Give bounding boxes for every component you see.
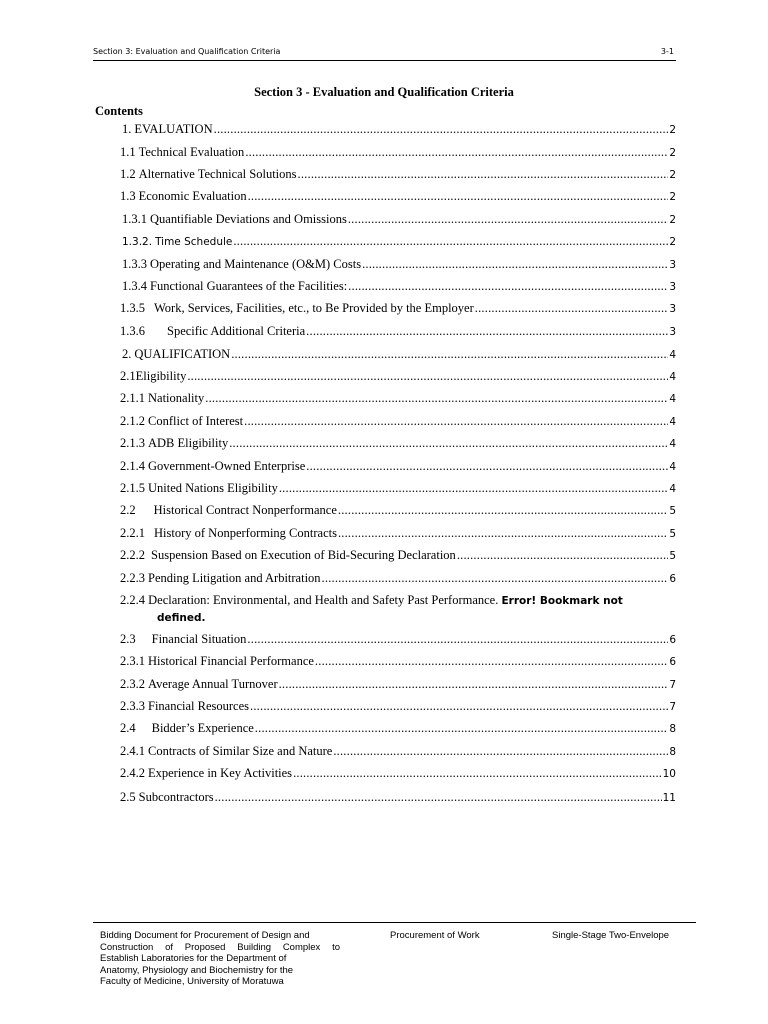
- toc-entry-label: Nationality: [148, 391, 205, 405]
- toc-entry-number: 2.1.5: [120, 481, 145, 495]
- toc-page-number: 4: [669, 438, 676, 450]
- toc-entry[interactable]: [122, 122, 676, 138]
- toc-entry-number: 1.2: [120, 167, 136, 181]
- header-section-label: Section 3: Evaluation and Qualification Criteria: [93, 47, 281, 56]
- toc-entry-label: Historical Financial Performance: [148, 654, 314, 668]
- toc-dot-leader: [255, 721, 669, 736]
- toc-entry[interactable]: [120, 766, 676, 782]
- toc-page-number: 7: [669, 701, 676, 713]
- toc-page-number: 2: [669, 214, 676, 226]
- toc-entry-label: Eligibility: [135, 369, 187, 383]
- toc-page-number: 8: [669, 723, 676, 735]
- toc-entry-number: 2.1.4: [120, 459, 145, 473]
- toc-entry[interactable]: [120, 699, 676, 715]
- toc-entry-number: 1.3.5: [120, 301, 145, 315]
- toc-page-number: 5: [669, 528, 676, 540]
- toc-entry-label: Time Schedule: [155, 236, 233, 248]
- toc-dot-leader: [362, 257, 668, 272]
- footer-doc-line: Faculty of Medicine, University of Moratuwa: [100, 976, 284, 987]
- toc-entry[interactable]: [120, 677, 676, 693]
- toc-entry[interactable]: [120, 548, 676, 564]
- toc-dot-leader: [306, 324, 668, 339]
- toc-entry[interactable]: [122, 212, 676, 228]
- toc-dot-leader: [229, 436, 668, 451]
- toc-entry-label: Alternative Technical Solutions: [138, 167, 297, 181]
- toc-page-number: 2: [669, 147, 676, 159]
- toc-entry-label: ADB Eligibility: [148, 436, 229, 450]
- toc-dot-leader: [457, 548, 669, 563]
- toc-entry-number: 2.1.1: [120, 391, 145, 405]
- toc-dot-leader: [247, 632, 668, 647]
- toc-dot-leader: [333, 744, 668, 759]
- page-title: Section 3 - Evaluation and Qualification Criteria: [254, 85, 514, 99]
- toc-entry-number: 2.2.2: [120, 548, 145, 562]
- footer-procurement-type: Procurement of Work: [390, 930, 480, 941]
- footer-doc-line: Establish Laboratories for the Department of: [100, 953, 287, 964]
- toc-entry-label: Conflict of Interest: [148, 414, 244, 428]
- toc-page-number: 2: [669, 236, 676, 248]
- toc-dot-leader: [245, 145, 668, 160]
- toc-entry-number: 2.4: [120, 721, 136, 735]
- toc-entry[interactable]: [122, 279, 676, 295]
- toc-entry-number: 1.3.2.: [122, 236, 153, 248]
- toc-entry-number: 1.: [122, 122, 132, 136]
- footer-doc-line: Bidding Document for Procurement of Design and: [100, 930, 310, 941]
- toc-entry-label: Contracts of Similar Size and Nature: [148, 744, 333, 758]
- toc-entry-label: Bidder’s Experience: [151, 721, 254, 735]
- toc-entry-label: Average Annual Turnover: [148, 677, 278, 691]
- toc-entry[interactable]: [120, 145, 676, 161]
- toc-entry-number: 2.3.1: [120, 654, 145, 668]
- contents-heading: Contents: [95, 104, 143, 118]
- toc-entry-2-2-4[interactable]: [120, 592, 680, 627]
- toc-entry[interactable]: [120, 654, 676, 670]
- toc-page-number: 5: [669, 505, 676, 517]
- toc-page-number: 4: [669, 461, 676, 473]
- toc-entry-number: 2.3: [120, 632, 136, 646]
- page-footer: [93, 922, 696, 987]
- toc-page-number: 5: [669, 550, 676, 562]
- toc-entry[interactable]: [120, 436, 676, 452]
- toc-entry-label: Experience in Key Activities: [148, 766, 293, 780]
- toc-entry-label: Declaration: Environmental, and Health and Safety Past Performance.: [148, 593, 499, 607]
- toc-entry-number: 2.2.3: [120, 571, 145, 585]
- toc-dot-leader: [475, 301, 669, 316]
- toc-page-number: 4: [669, 416, 676, 428]
- toc-entry-number: 2.1: [120, 369, 136, 383]
- toc-entry-label: Financial Situation: [151, 632, 247, 646]
- toc-entry-label: Suspension Based on Execution of Bid-Securing Declaration: [151, 548, 456, 562]
- toc-page-number: 6: [669, 634, 676, 646]
- toc-dot-leader: [233, 234, 668, 249]
- toc-page-number: 4: [669, 371, 676, 383]
- toc-entry-label: Pending Litigation and Arbitration: [148, 571, 321, 585]
- toc-page-number: 4: [669, 483, 676, 495]
- toc-entry[interactable]: [120, 503, 676, 519]
- toc-entry[interactable]: [122, 234, 676, 250]
- toc-entry[interactable]: [120, 391, 676, 407]
- toc-dot-leader: [306, 459, 668, 474]
- toc-page-number: 3: [669, 303, 676, 315]
- toc-dot-leader: [298, 167, 669, 182]
- toc-page-number: 4: [669, 349, 676, 361]
- toc-dot-leader: [348, 279, 668, 294]
- toc-entry-number: 2.2.4: [120, 593, 145, 607]
- toc-entry[interactable]: [120, 571, 676, 587]
- toc-entry-number: 2.1.3: [120, 436, 145, 450]
- toc-page-number: 2: [669, 191, 676, 203]
- toc-entry-number: 2.4.2: [120, 766, 145, 780]
- toc-dot-leader: [322, 571, 669, 586]
- toc-page-number: 11: [662, 792, 676, 804]
- toc-dot-leader: [315, 654, 668, 669]
- toc-page-number: 10: [662, 768, 676, 780]
- toc-entry[interactable]: [120, 189, 676, 205]
- toc-page-number: 6: [669, 573, 676, 585]
- toc-dot-leader: [205, 391, 668, 406]
- toc-entry-number: 2.1.2: [120, 414, 145, 428]
- toc-page-number: 3: [669, 259, 676, 271]
- toc-dot-leader: [214, 122, 669, 137]
- toc-page-number: 3: [669, 326, 676, 338]
- toc-entry-label: Technical Evaluation: [138, 145, 245, 159]
- toc-dot-leader: [248, 189, 669, 204]
- toc-dot-leader: [250, 699, 668, 714]
- toc-page-number: 3: [669, 281, 676, 293]
- toc-entry-label: Quantifiable Deviations and Omissions: [150, 212, 347, 226]
- toc-page-number: 8: [669, 746, 676, 758]
- toc-dot-leader: [215, 790, 662, 805]
- toc-entry-number: 2.3.3: [120, 699, 145, 713]
- toc-entry-number: 1.3: [120, 189, 136, 203]
- toc-dot-leader: [244, 414, 668, 429]
- toc-dot-leader: [293, 766, 662, 781]
- toc-bookmark-error-continued: defined.: [157, 612, 206, 624]
- toc-entry[interactable]: [120, 526, 676, 542]
- footer-envelope-type: Single-Stage Two-Envelope: [552, 930, 670, 941]
- toc-entry-number: 1.3.6: [120, 324, 145, 338]
- toc-entry-label: United Nations Eligibility: [148, 481, 278, 495]
- toc-entry-label: History of Nonperforming Contracts: [154, 526, 337, 540]
- toc-entry-number: 2.5: [120, 790, 136, 804]
- toc-entry-number: 2.2.1: [120, 526, 145, 540]
- toc-entry-number: 2.4.1: [120, 744, 145, 758]
- toc-page-number: 2: [669, 169, 676, 181]
- toc-dot-leader: [279, 481, 668, 496]
- footer-doc-line: Anatomy, Physiology and Biochemistry for the: [100, 964, 294, 976]
- toc-entry-number: 2.2: [120, 503, 136, 517]
- toc-bookmark-error: Error! Bookmark not: [501, 595, 623, 607]
- toc-entry-label: Historical Contract Nonperformance: [153, 503, 337, 517]
- toc-dot-leader: [231, 347, 668, 362]
- toc-page-number: 4: [669, 393, 676, 405]
- toc-entry-label: Economic Evaluation: [138, 189, 247, 203]
- toc-entry-number: 2.3.2: [120, 677, 145, 691]
- toc-entry[interactable]: [120, 324, 676, 340]
- toc-page-number: 7: [669, 679, 676, 691]
- footer-doc-line: Construction of Proposed Building Complex to: [100, 941, 340, 953]
- toc-dot-leader: [279, 677, 669, 692]
- toc-entry-label: Subcontractors: [138, 790, 214, 804]
- toc-page-number: 2: [669, 124, 676, 136]
- toc-entry-number: 2.: [122, 347, 132, 361]
- toc-dot-leader: [338, 503, 668, 518]
- toc-entry[interactable]: [120, 790, 676, 806]
- toc-entry[interactable]: [120, 414, 676, 430]
- toc-entry[interactable]: [120, 481, 676, 497]
- toc-entry-number: 1.3.1: [122, 212, 147, 226]
- toc-entry[interactable]: [122, 347, 676, 363]
- toc-entry-label: EVALUATION: [134, 122, 213, 136]
- toc-entry-label: Work, Services, Facilities, etc., to Be Provided by the Employer: [154, 301, 474, 315]
- toc-entry-label: Operating and Maintenance (O&M) Costs: [150, 257, 362, 271]
- toc-entry-number: 1.1: [120, 145, 136, 159]
- toc-entry[interactable]: [120, 744, 676, 760]
- toc-entry-label: Specific Additional Criteria: [167, 324, 306, 338]
- toc-entry[interactable]: [120, 632, 676, 648]
- toc-entry-label: QUALIFICATION: [134, 347, 231, 361]
- footer-document-title: [100, 930, 340, 988]
- toc-entry[interactable]: [120, 721, 676, 737]
- toc-entry-label: Government-Owned Enterprise: [148, 459, 306, 473]
- toc-entry-number: 1.3.4: [122, 279, 147, 293]
- toc-dot-leader: [338, 526, 668, 541]
- toc-entry[interactable]: [122, 257, 676, 273]
- toc-entry[interactable]: [120, 369, 676, 385]
- toc-entry[interactable]: [120, 167, 676, 183]
- toc-dot-leader: [348, 212, 668, 227]
- toc-entry[interactable]: [120, 459, 676, 475]
- toc-dot-leader: [187, 369, 668, 384]
- toc-entry-label: Financial Resources: [148, 699, 250, 713]
- header-page-number: 3-1: [660, 47, 674, 56]
- toc-page-number: 6: [669, 656, 676, 668]
- toc-entry-number: 1.3.3: [122, 257, 147, 271]
- toc-entry-label: Functional Guarantees of the Facilities:: [150, 279, 348, 293]
- toc-entry[interactable]: [120, 301, 676, 317]
